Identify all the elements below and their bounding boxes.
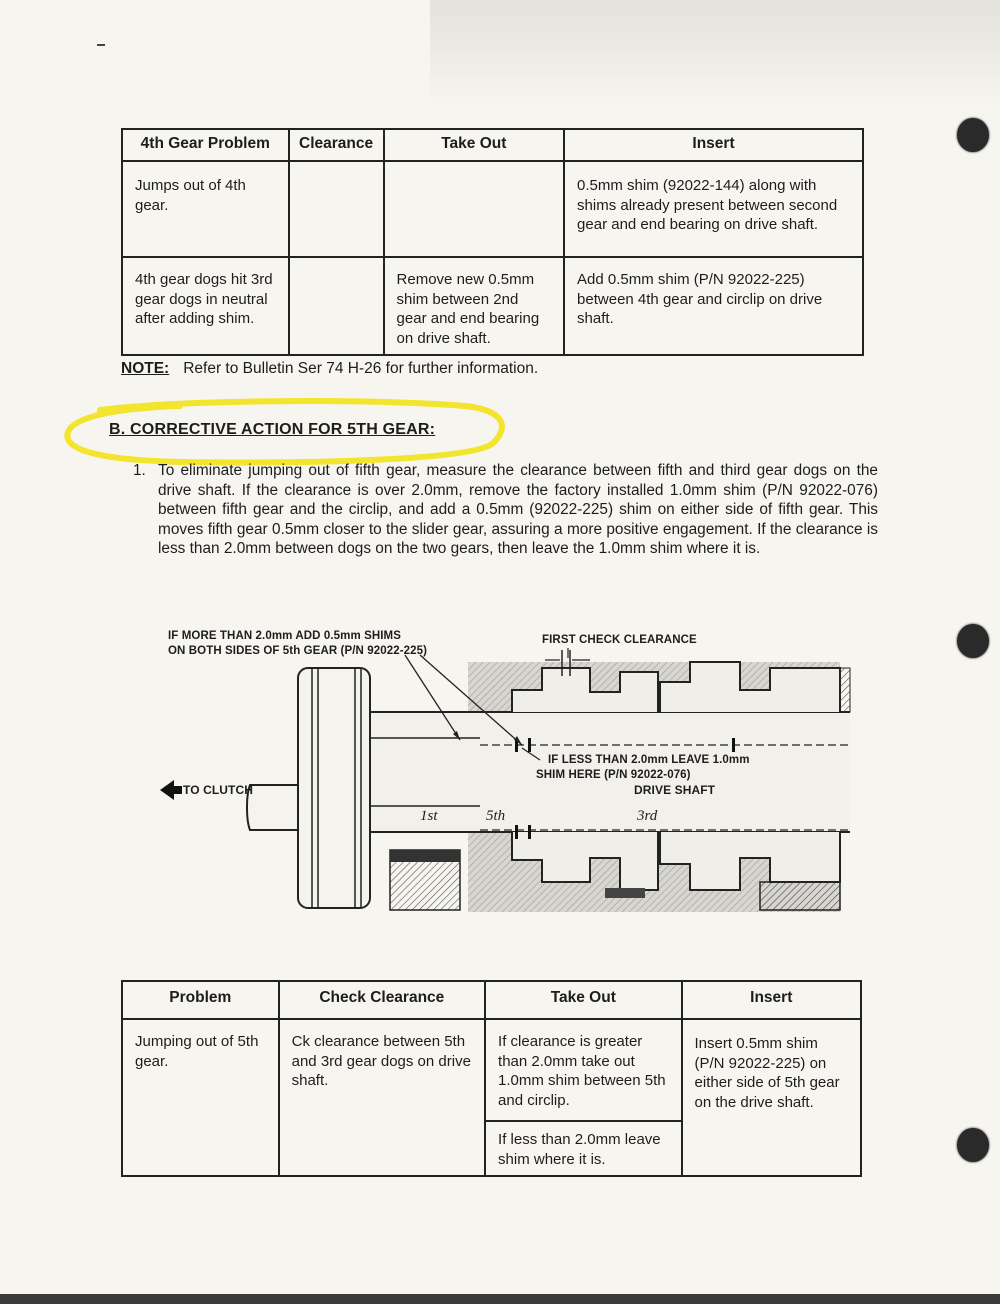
gear-label-5th: 5th bbox=[486, 808, 506, 824]
label-more-than-line1: IF MORE THAN 2.0mm ADD 0.5mm SHIMS bbox=[168, 630, 402, 642]
binder-hole-middle bbox=[957, 624, 989, 658]
header-take-out: Take Out bbox=[384, 129, 565, 161]
note-text: Refer to Bulletin Ser 74 H-26 for further information. bbox=[183, 360, 539, 377]
cell-take-out bbox=[384, 161, 565, 257]
fourth-gear-table bbox=[121, 128, 864, 356]
table-row bbox=[122, 161, 863, 257]
header-clearance: Clearance bbox=[289, 129, 384, 161]
header-problem: Problem bbox=[122, 981, 279, 1019]
label-drive-shaft: DRIVE SHAFT bbox=[634, 783, 716, 797]
cell-clearance bbox=[289, 257, 384, 355]
step-number: 1. bbox=[133, 462, 146, 479]
cell-problem: 4th gear dogs hit 3rd gear dogs in neutral after adding shim. bbox=[122, 257, 289, 355]
cell-insert: 0.5mm shim (92022-144) along with shims already present between second gear and end bearing on drive shaft. bbox=[564, 161, 863, 257]
header-check-clearance: Check Clearance bbox=[279, 981, 485, 1019]
gear-label-3rd: 3rd bbox=[637, 808, 658, 824]
instruction-paragraph bbox=[133, 461, 878, 559]
binder-hole-bottom bbox=[957, 1128, 989, 1162]
fifth-gear-table bbox=[121, 980, 862, 1177]
header-insert: Insert bbox=[564, 129, 863, 161]
label-more-than-line2: ON BOTH SIDES OF 5th GEAR (P/N 92022-225) bbox=[168, 645, 428, 657]
header-insert: Insert bbox=[682, 981, 861, 1019]
cell-take-out: Remove new 0.5mm shim between 2nd gear and end bearing on drive shaft. bbox=[384, 257, 565, 355]
cell-clearance bbox=[289, 161, 384, 257]
header-take-out: Take Out bbox=[485, 981, 681, 1019]
cell-check-clearance: Ck clearance between 5th and 3rd gear dogs on drive shaft. bbox=[279, 1019, 485, 1176]
note-label: NOTE: bbox=[121, 360, 170, 377]
stray-mark bbox=[97, 44, 105, 46]
table-header-row bbox=[122, 129, 863, 161]
binder-hole-top bbox=[957, 118, 989, 152]
drive-shaft-drawing bbox=[150, 620, 860, 920]
cell-take-out-less: If less than 2.0mm leave shim where it is. bbox=[485, 1121, 681, 1176]
note bbox=[121, 360, 538, 378]
section-title: B. CORRECTIVE ACTION FOR 5TH GEAR: bbox=[109, 421, 436, 438]
label-less-than-line1: IF LESS THAN 2.0mm LEAVE 1.0mm bbox=[548, 754, 750, 766]
table-header-row bbox=[122, 981, 861, 1019]
label-to-clutch: TO CLUTCH bbox=[183, 783, 254, 797]
cell-problem: Jumps out of 4th gear. bbox=[122, 161, 289, 257]
table-row bbox=[122, 257, 863, 355]
label-less-than-line2: SHIM HERE (P/N 92022-076) bbox=[536, 769, 691, 781]
cell-take-out-greater: If clearance is greater than 2.0mm take out 1.0mm shim between 5th and circlip. bbox=[485, 1019, 681, 1121]
gear-diagram bbox=[150, 620, 860, 920]
table-row bbox=[122, 1019, 861, 1121]
gear-label-1st: 1st bbox=[420, 808, 438, 824]
cell-insert: Insert 0.5mm shim (P/N 92022-225) on either side of 5th gear on the drive shaft. bbox=[682, 1019, 861, 1176]
scan-edge bbox=[0, 1294, 1000, 1304]
cell-insert: Add 0.5mm shim (P/N 92022-225) between 4th gear and circlip on drive shaft. bbox=[564, 257, 863, 355]
header-problem: 4th Gear Problem bbox=[122, 129, 289, 161]
bleed-through-shadow bbox=[430, 0, 1000, 110]
step-text: To eliminate jumping out of fifth gear, measure the clearance between fifth and third gear dogs on the drive shaft. If the clearance is over 2.0mm, remove the factory installed 1.0mm shim (P/N 92022-076) between fifth gear and the circlip, and add a 0.5mm (92022-225) shim on either side of fifth gear. This moves fifth gear 0.5mm closer to the slider gear, assuring a more positive engagement. If the clearance is less than 2.0mm between dogs on the two gears, then leave the 1.0mm shim where it is. bbox=[158, 462, 878, 558]
label-first-check: FIRST CHECK CLEARANCE bbox=[542, 634, 697, 646]
cell-problem: Jumping out of 5th gear. bbox=[122, 1019, 279, 1176]
